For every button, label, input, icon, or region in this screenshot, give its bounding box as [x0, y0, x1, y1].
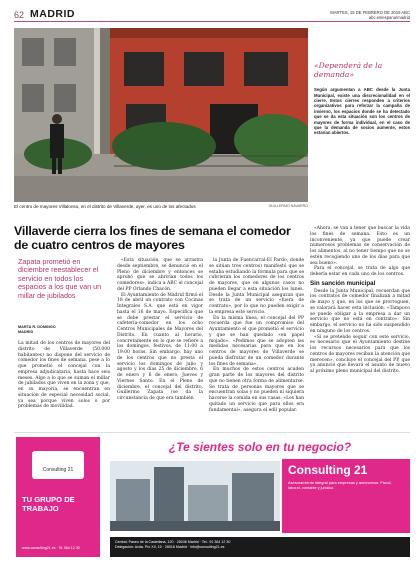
ad-footer-line: Delegación: Avda. Pío XII, 15 · 28016 Madrid · info@consulting21.es: [115, 545, 225, 549]
photo-illustration: [14, 28, 308, 202]
article-standfirst: Zapata prometió en diciembre reestablecer el servicio en todos los espacios a los que van un millar de jubilados: [18, 257, 102, 300]
byline-city: MADRID: [18, 330, 34, 334]
paragraph: «Ahora, se van a tener que buscar la vida los fines de semana. Esto es un inconveniente, ya que puede crear numerosos problemas de conservación de los alimentos, al no tener tiempo que no se estén recogiendo uno de los días para que sea bueno».: [310, 226, 410, 266]
section-title: MADRID: [30, 8, 76, 20]
ad-tagline: Asesoramiento integral para empresas y autónomos. Fiscal, laboral, contable y jurídico.: [288, 480, 392, 491]
article-subhead: Sin sanción municipal: [310, 279, 376, 287]
ad-footer-line: Central: Paseo de la Castellana, 120 · 28046 Madrid · Tel.: 91 364 12 30: [115, 540, 231, 544]
sidebar-text: Según argumentan a ABC desde la Junta Municipal, existe una discrecionalidad en el cierre. Estos cierres responden a criterios organizativos para reforzar la campaña de invierno, los espacios donde se ha detectado que se da esta situación son los centros de mayores de forma individual, en el caso de que la demanda de socios aumente, estos estarían abiertos.: [314, 87, 410, 136]
paragraph: Para el concejal, se trata de algo que debería estar en cada uno de los centros.: [310, 266, 410, 277]
ad-brand: Consulting 21: [288, 463, 368, 477]
article-column-2: [117, 258, 203, 402]
ad-buildings-illustration: [110, 461, 280, 531]
pull-quote: «Dependerá de la demanda»: [314, 61, 383, 79]
site-url: abc.es/espana/madrid: [368, 15, 410, 20]
article-byline: [18, 325, 110, 335]
advertisement[interactable]: [14, 432, 410, 564]
date-line: MARTES, 15 DE FEBRERO DE 2019: [330, 10, 401, 15]
paragraph: «Esta situación, que se arrastra desde septiembre, se denunció en el Pleno de diciembre y entonces se aprobó que se abrirían todos los comedores», indica a ABC el concejal del PP Orlando Chacón.: [117, 258, 203, 292]
brand-mark: ABC: [401, 10, 410, 15]
paragraph: El Ayuntamiento de Madrid firmó el 18 de abril un contrato con Cocinas Integrales S.A. que está en vigor hasta el 16 de mayo. Especifica que se debe prestar el servicio de cafetería-comedor en los ocho Centros Municipales de Mayores del Distrito. En cuanto al horario, concretamente en lo que se refiere a los domingos, festivos, de 11:00 a 19:00 horas. Sin embargo, hay uno de los centros que no presta el servicio los domingos de julio y agosto y los días 25 de diciembre, 6 de enero y 6 de enero, Jueves y Viernes Santo. En el Pleno de diciembre, el concejal del distrito, Guillermo Zapata (se da la circunstancia de que era también: [117, 292, 203, 401]
ad-image: [110, 461, 280, 531]
article-lede: La mitad de los centros de mayores del distrito de Villaverde (50.000 habitantes) no dispone del servicio de comedor los fines de semana, pese a lo que prometió el concejal con la empresa adjudicataria, hasta hace seis meses. Algo a lo que se suman el millar de jubilados que viven en la zona y que, en su mayoría, se encuentran en situación de especial necesidad social, ya sea porque viven solos o por problemas de movilidad.: [18, 341, 110, 410]
article-photo: [14, 28, 308, 202]
header-dateline: [330, 10, 410, 20]
sidebar-box: [314, 28, 410, 136]
byline-author: MARTA R. DOMINGO: [18, 325, 56, 329]
paragraph: la Junta de Fuencarral-El Pardo, donde se sitúan tres centros) manifestó que se estaba estudiando la fórmula para que se cubrieran los comedores de los centros de mayores, que en algunos casos no pueden llegar a esta situación los lunes. Desde la Junta Municipal aseguran que se trata de un servicio «fuera de contrato», por lo que no pueden exigir a la empresa este servicio.: [209, 258, 304, 315]
article-column-4: [310, 226, 410, 375]
photo-credit: GUILLERMO NAVARRO: [268, 204, 308, 208]
photo-caption: El centro de mayores Villalonso, en el distrito de Villaverde, ayer, es uno de los afectados: [14, 204, 196, 209]
paragraph: «Si se pretende seguir con este servicio, es necesario que el Ayuntamiento destine los recursos necesarios para que los centros de mayores reciban la atención que merecen», concluye el concejal del PP, que ya anunció que llevará el asunto de nuevo al próximo pleno municipal del distrito.: [310, 334, 410, 374]
article-headline: Villaverde cierra los fines de semana el comedor de cuatro centros de mayores: [14, 224, 291, 253]
article-column-3: [209, 258, 304, 413]
header-rule: [14, 21, 410, 22]
ad-left-panel: [16, 437, 100, 557]
ad-left-contact: www.consulting21.es · 91 364 12 30: [22, 546, 80, 551]
page-header: [14, 6, 410, 20]
ad-brand-panel: [282, 459, 410, 533]
ad-headline: ¿Te sientes solo en tu negocio?: [168, 440, 352, 454]
page-number: 62: [14, 10, 25, 20]
ad-footer: [110, 537, 410, 557]
ad-left-title: TU GRUPO DE TRABAJO: [22, 495, 75, 513]
ad-logo: Consulting 21: [32, 451, 84, 479]
paragraph: Desde la Junta Municipal, recuerdan que los contratos de comedor finalizan a mitad de mayo y que, en los que se prorroguen, se valorará hacer esta inclusión. «Tampoco se puede obligar a la empresa a dar un servicio que no está en contrato». Sin embargo, el servicio no ha sido suspendido en ninguno de los centros.: [310, 288, 410, 334]
paragraph: En la misma línea, el concejal del PP recuerda que fue un compromiso del Ayuntamiento el que prometió el servicio y que se han quedado «en papel mojado». «Pedimos que se adopten las medidas necesarias para que en los centros de mayores de Villaverde se pueda disfrutar de un comedor durante los fines de semana».: [209, 315, 304, 367]
paragraph: En muchos de estos centros acuden gran parte de los mayores del distrito que no tienen otra forma de alimentarse. Se trata de personas mayores que se encuentran solas y no pueden ni siquiera hacerse la comida en sus casas. «Les han quitado un servicio que para ellos era fundamental», asegura el edil popular.: [209, 367, 304, 413]
